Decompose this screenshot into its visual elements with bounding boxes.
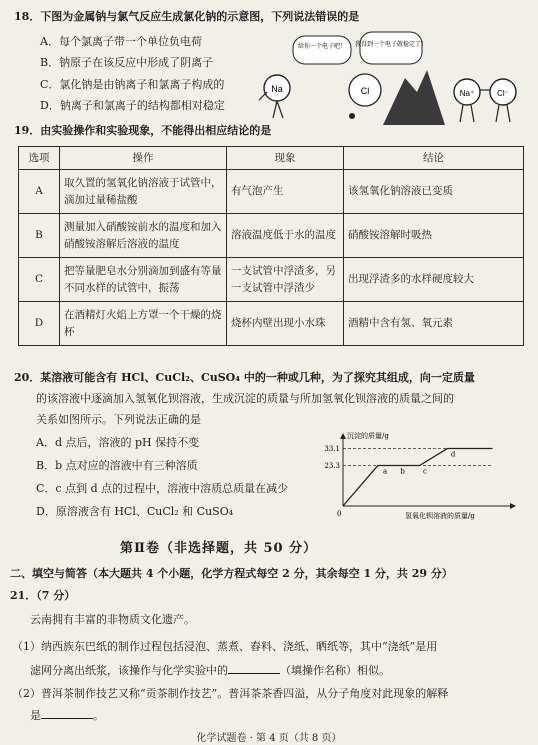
q21-part1-post: （填操作名称）相似。 [280,664,390,677]
row-operation: 测量加入硝酸铵前水的温度和加入硝酸铵溶解后溶液的温度 [60,214,227,258]
row-operation: 把等量肥皂水分别滴加到盛有等量不同水样的试管中，振荡 [60,258,227,302]
row-option: C [19,258,60,302]
q21-heading: 21．（7 分） [10,589,76,602]
point-label-c: c [423,467,427,476]
answer-blank-2[interactable] [41,708,93,719]
page-footer: 化学试题卷 · 第 4 页（共 8 页） [196,733,342,744]
q18-option-b: B．钠原子在该反应中形成了阴离子 [40,56,214,69]
q19-table [18,146,524,346]
hill-icon [383,70,445,125]
q21-part1-line1: （1）纳西族东巴纸的制作过程包括浸泡、蒸煮、舂料、浇纸、晒纸等，其中“浇纸”是用 [12,640,438,653]
row-option: B [19,214,60,258]
answer-blank-1[interactable] [228,663,280,674]
q21-part2-pre: 是 [30,709,41,722]
part2-section-heading: 二、填空与简答（本大题共 4 个小题，化学方程式每空 2 分，其余每空 1 分，共 29 分） [10,567,453,580]
table-row [19,214,524,258]
series-line [343,449,493,506]
row-phenomenon: 有气泡产生 [227,170,344,214]
q19-stem: 19．由实验操作和实验现象，不能得出相应结论的是 [14,124,272,137]
sodium-chlorine-cartoon [255,30,525,130]
row-conclusion: 出现浮渣多的水样硬度较大 [344,258,524,302]
q20-option-b: B．b 点对应的溶液中有三种溶质 [36,459,198,472]
point-label-d: d [450,450,456,459]
row-operation: 取久置的氢氧化钠溶液于试管中，滴加过量稀盐酸 [60,170,227,214]
row-phenomenon: 溶液温度低于水的温度 [227,214,344,258]
precipitate-mass-chart [315,430,525,522]
na-ion-label: Na⁺ [459,89,475,98]
cl-label: Cl [360,86,370,96]
q20-option-d: D．原溶液含有 HCl、CuCl₂ 和 CuSO₄ [36,505,234,518]
chart-ylabel: 沉淀的质量/g [347,432,389,440]
row-conclusion: 硝酸铵溶解时吸热 [344,214,524,258]
point-label-b: b [400,467,405,476]
q18-option-a: A．每个氯离子带一个单位负电荷 [40,35,202,48]
header-conclusion: 结论 [344,147,524,170]
header-phenomenon: 现象 [227,147,344,170]
table-row [19,170,524,214]
q18-option-d: D．钠离子和氯离子的结构都相对稳定 [40,99,225,112]
q20-stem-line3: 关系如图所示。下列说法正确的是 [36,413,201,426]
q21-part1-line2 [30,663,390,678]
header-operation: 操作 [60,147,227,170]
na-label: Na [271,84,283,94]
part2-title: 第Ⅱ卷（非选择题，共 50 分） [120,541,318,556]
row-conclusion: 该氢氧化钠溶液已变质 [344,170,524,214]
q18-stem: 18．下图为金属钠与氯气反应生成氯化钠的示意图，下列说法错误的是 [14,10,360,23]
q20-stem-line2: 的该溶液中逐滴加入氢氧化钡溶液，生成沉淀的质量与所加氢氧化钡溶液的质量之间的 [36,392,454,405]
table-row [19,258,524,302]
table-header-row [19,147,524,170]
q20-stem-line1: 20．某溶液可能含有 HCl、CuCl₂、CuSO₄ 中的一种或几种，为了探究其组成，向一定质量 [14,371,475,384]
q21-part1-pre: 滤网分离出纸浆，该操作与化学实验中的 [30,664,228,677]
row-phenomenon: 一支试管中浮渣多，另一支试管中浮渣少 [227,258,344,302]
q21-intro: 云南拥有丰富的非物质文化遗产。 [30,613,195,626]
row-option: A [19,170,60,214]
q21-part2-line1: （2）普洱茶制作技艺又称“贡茶制作技艺”。普洱茶茶香四溢，从分子角度对此现象的解释 [12,687,449,700]
y-tick-label: 33.1 [324,445,340,454]
q21-part2-post: 。 [93,709,104,722]
bubble-left-text: 给你一个电子吧！ [297,43,347,50]
chart-xlabel: 氢氧化钡溶液的质量/g [405,512,475,520]
q18-option-c: C．氯化钠是由钠离子和氯离子构成的 [40,78,225,91]
q21-part2-line2 [30,708,104,723]
bubble-right-text: 我得到一个电子就稳定了！ [354,41,428,48]
row-conclusion: 酒精中含有氢、氧元素 [344,302,524,346]
q20-option-a: A．d 点后，溶液的 pH 保持不变 [36,436,200,449]
y-tick-label: 23.3 [324,462,340,471]
point-label-a: a [383,467,388,476]
row-option: D [19,302,60,346]
cl-ion-label: Cl⁻ [497,89,509,98]
table-row [19,302,524,346]
row-operation: 在酒精灯火焰上方罩一个干燥的烧杯 [60,302,227,346]
header-option: 选项 [19,147,60,170]
q20-option-c: C．c 点到 d 点的过程中，溶液中溶质总质量在减少 [36,482,289,495]
row-phenomenon: 烧杯内壁出现小水珠 [227,302,344,346]
chart-origin: 0 [337,510,342,518]
